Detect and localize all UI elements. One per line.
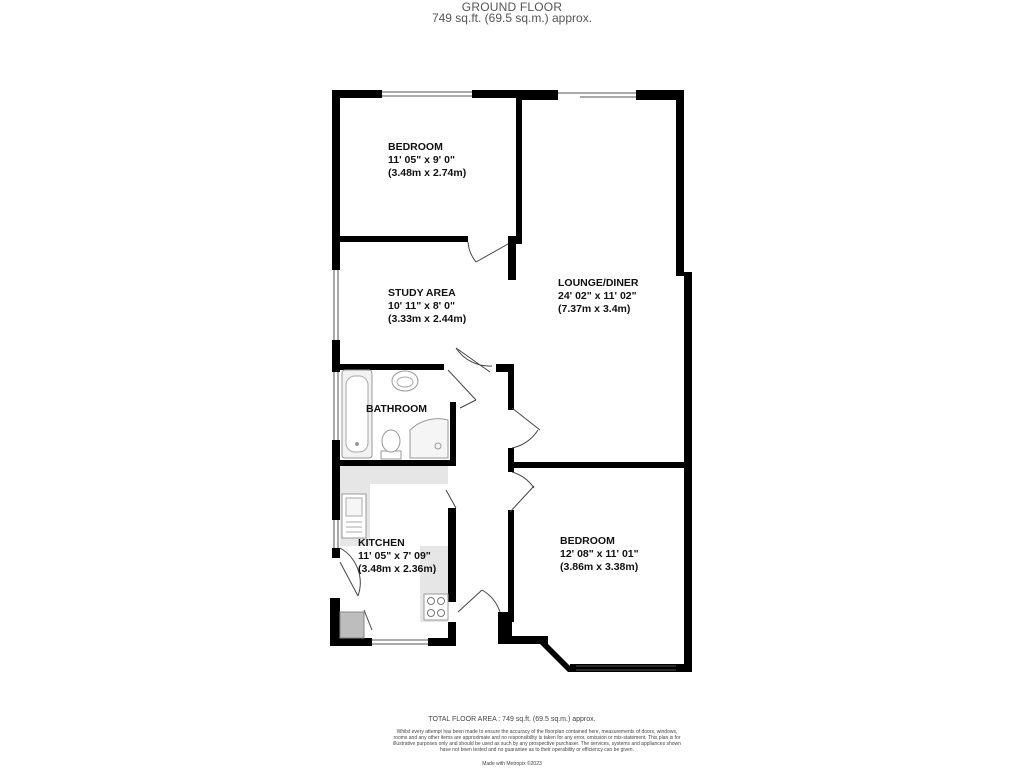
room-label-bathroom [366, 403, 427, 415]
svg-text:(7.37m x 3.4m): (7.37m x 3.4m) [558, 303, 631, 315]
disclaimer: Whilst every attempt has been made to ensure the accuracy of the floorplan contained here, measurements of doors, windows, rooms and any other items are approximate and no responsibility is taken for any error, omission or mis-statement. This plan is for illustrative purposes only and should be used as such by any prospective purchaser. The services, systems and appliances shown have not been tested and no guarantee as to their operability or efficiency can be given. [393, 729, 681, 753]
svg-text:24' 02" x 11' 02": 24' 02" x 11' 02" [558, 290, 637, 302]
svg-text:(3.48m x 2.36m): (3.48m x 2.36m) [358, 563, 437, 575]
floor-area-header: 749 sq.ft. (69.5 sq.m.) approx. [431, 11, 593, 25]
svg-text:BEDROOM: BEDROOM [560, 535, 615, 547]
boiler-icon [340, 612, 364, 638]
hob-icon [424, 594, 448, 620]
windows [334, 92, 676, 670]
svg-text:BATHROOM: BATHROOM [366, 403, 428, 415]
svg-text:(3.48m x 2.74m): (3.48m x 2.74m) [388, 167, 467, 179]
toilet-icon [381, 430, 401, 459]
room-label-bedroom-1 [388, 141, 466, 179]
room-label-bedroom-2 [560, 535, 639, 573]
svg-text:11' 05" x 7' 09": 11' 05" x 7' 09" [358, 550, 431, 562]
sink-icon [342, 494, 366, 538]
svg-text:LOUNGE/DINER: LOUNGE/DINER [558, 277, 639, 289]
svg-text:(3.86m x 3.38m): (3.86m x 3.38m) [560, 561, 639, 573]
svg-text:11' 05" x 9' 0": 11' 05" x 9' 0" [388, 154, 455, 166]
basin-icon [392, 371, 418, 391]
total-floor-area: TOTAL FLOOR AREA : 749 sq.ft. (69.5 sq.m.) approx. [428, 716, 596, 723]
svg-text:BEDROOM: BEDROOM [388, 141, 443, 153]
svg-text:KITCHEN: KITCHEN [358, 537, 405, 549]
svg-text:(3.33m x 2.44m): (3.33m x 2.44m) [388, 313, 467, 325]
shower-icon [410, 419, 448, 458]
svg-text:10' 11" x 8' 0": 10' 11" x 8' 0" [388, 300, 455, 312]
room-label-study [388, 287, 466, 325]
room-label-lounge [558, 277, 639, 315]
floor-title: GROUND FLOOR [461, 0, 563, 14]
room-label-kitchen [358, 537, 436, 575]
svg-text:STUDY AREA: STUDY AREA [388, 287, 456, 299]
made-with-credit: Made with Metropix ©2023 [482, 761, 542, 767]
svg-text:12' 08" x 11' 01": 12' 08" x 11' 01" [560, 548, 639, 560]
